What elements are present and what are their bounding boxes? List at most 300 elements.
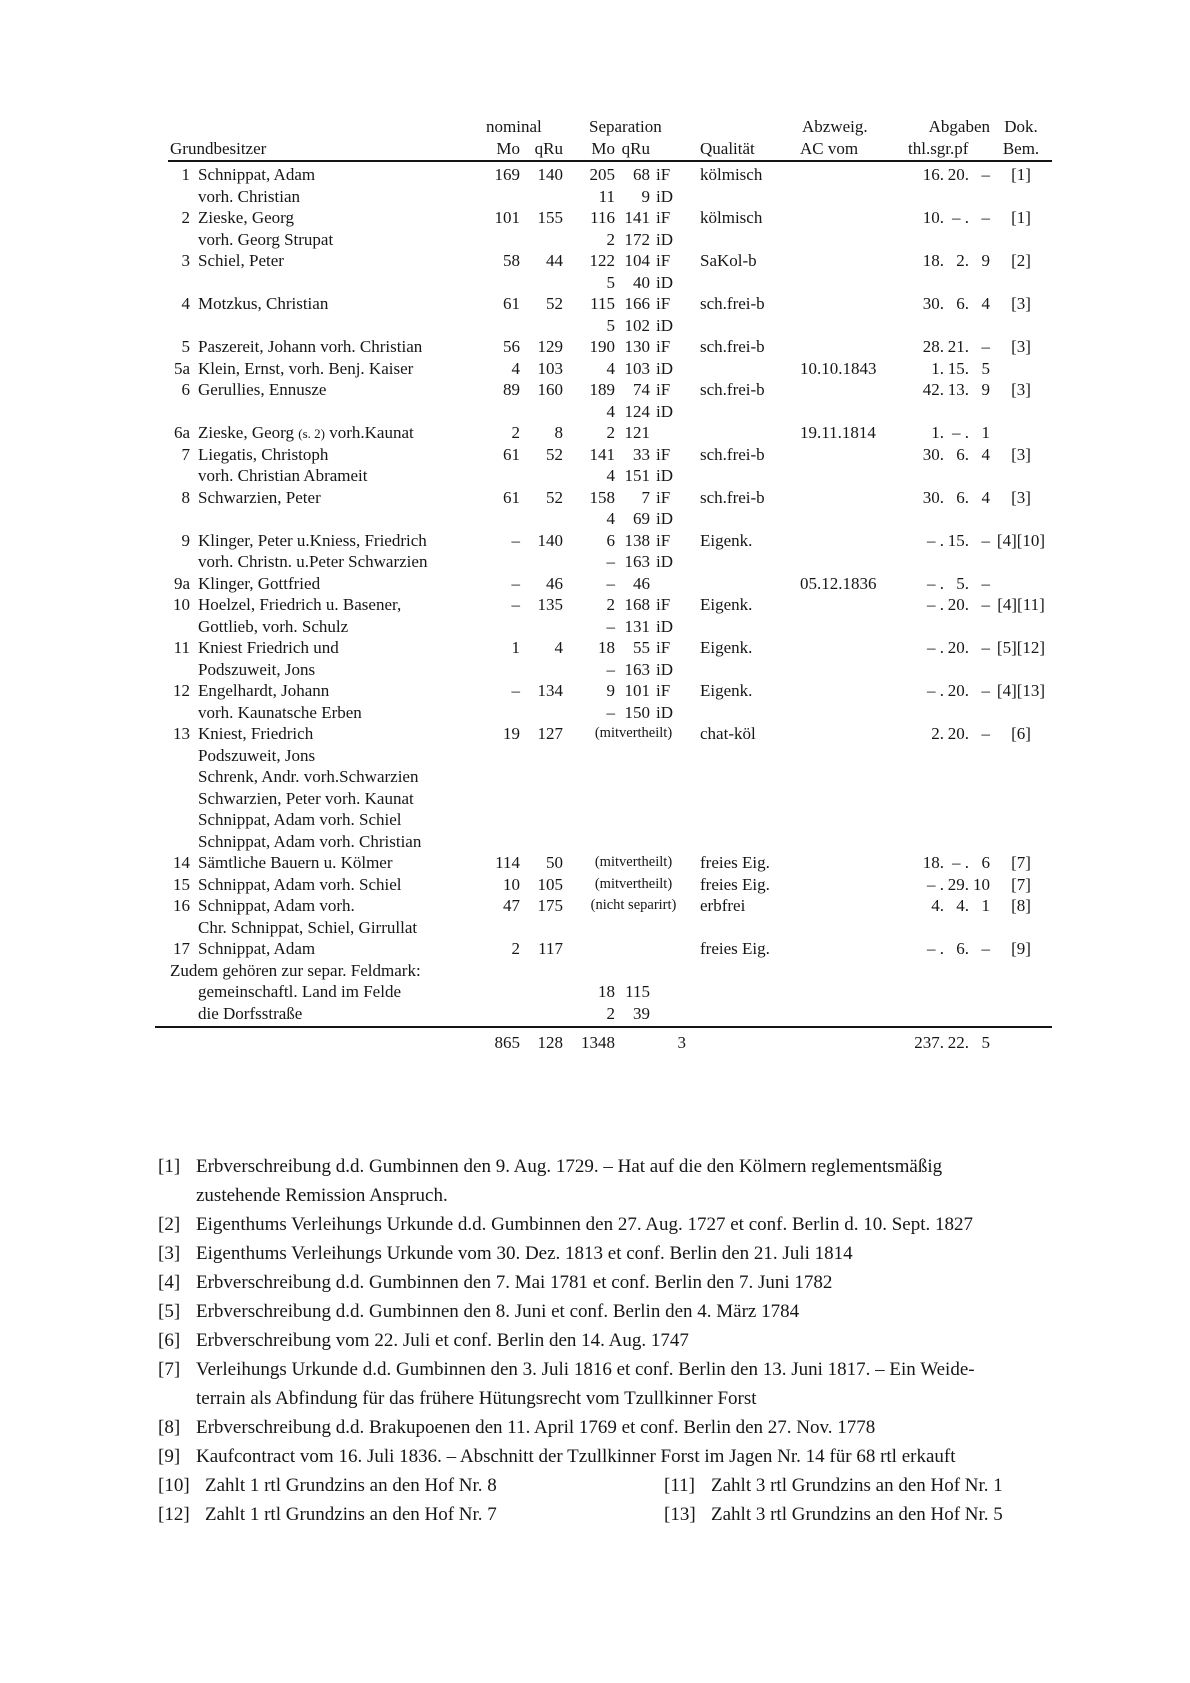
table-row-line <box>160 809 1052 831</box>
footnote-row <box>158 1268 1108 1297</box>
table-row-line <box>160 250 1052 272</box>
cell-row-number: 9a <box>173 573 190 593</box>
cell-abgaben-sgr <box>944 186 969 208</box>
cell-abgaben-pf: 1 <box>981 896 990 915</box>
cell-nominal-mo: 56 <box>503 337 520 356</box>
cell-nominal-qru: 127 <box>537 724 563 743</box>
cell-separation-suffix <box>650 573 686 595</box>
cell-ac-vom-date <box>790 723 900 745</box>
cell-abgaben-thl: 1. <box>931 423 944 442</box>
cell-nominal-qru: 140 <box>537 530 563 550</box>
cell-nominal-qru <box>520 766 563 788</box>
cell-owner-name <box>190 401 475 423</box>
cell-nominal-mo: 61 <box>503 294 520 313</box>
cell-abgaben-sgr: – . <box>952 423 969 442</box>
cell-ac-vom-date <box>790 336 900 358</box>
cell-nominal-qru: 140 <box>537 165 563 184</box>
header-abgaben: Abgaben <box>928 117 990 136</box>
cell-owner-name <box>190 272 475 294</box>
cell-owner-name <box>190 315 475 337</box>
cell-separation-suffix: iF <box>656 530 671 550</box>
header-bem: Bem. <box>1002 138 1040 158</box>
cell-separation-suffix: iD <box>656 401 673 421</box>
cell-ac-vom-date <box>790 616 900 638</box>
cell-nominal-mo: 58 <box>503 251 520 270</box>
cell-row-number <box>160 508 190 530</box>
table-row-line <box>160 1003 1052 1025</box>
cell-nominal-mo: 2 <box>511 939 520 958</box>
cell-separation-qru: 69 <box>633 509 650 528</box>
cell-ac-vom-date: 10.10.1843 <box>800 358 877 378</box>
cell-owner-name: Chr. Schnippat, Schiel, Girrullat <box>198 917 418 937</box>
table-row-line <box>160 229 1052 251</box>
cell-abgaben-pf <box>969 809 990 831</box>
cell-ac-vom-date <box>790 809 900 831</box>
table-row-line <box>160 917 1052 939</box>
cell-dok-bem <box>990 702 1052 724</box>
footnote-label: [1] <box>158 1156 181 1177</box>
cell-nominal-mo: – <box>511 595 520 614</box>
cell-separation-suffix: iF <box>656 638 671 657</box>
cell-abgaben-thl <box>900 917 944 939</box>
cell-row-number: 11 <box>173 638 190 657</box>
cell-dok-bem <box>990 401 1052 423</box>
cell-owner-name: Schnippat, Adam <box>198 165 316 184</box>
table-header-row2 <box>160 138 1052 160</box>
cell-abgaben-sgr <box>944 616 969 638</box>
cell-separation-qru: 166 <box>624 294 650 313</box>
cell-nominal-qru: 52 <box>546 444 563 464</box>
cell-dok-bem <box>990 551 1052 573</box>
section-note: Zudem gehören zur separ. Feldmark: <box>170 960 421 980</box>
table-row-line <box>160 895 1052 917</box>
cell-ac-vom-date <box>790 788 900 810</box>
cell-separation-suffix <box>650 766 686 788</box>
cell-separation-mo <box>563 938 615 960</box>
cell-ac-vom-date <box>790 444 900 466</box>
cell-nominal-qru <box>520 315 563 337</box>
cell-owner-name: vorh. Christian <box>198 186 300 206</box>
cell-abgaben-sgr <box>944 508 969 530</box>
cell-abgaben-pf: – <box>981 208 990 227</box>
cell-separation-suffix <box>650 981 686 1003</box>
cell-owner-name: Zieske, Georg (s. 2) vorh.Kaunat <box>198 423 414 442</box>
cell-separation-suffix: iF <box>656 380 671 399</box>
cell-abgaben-pf <box>969 766 990 788</box>
cell-abgaben-pf <box>969 659 990 681</box>
cell-dok-bem: [9] <box>1011 939 1031 958</box>
cell-nominal-qru: 134 <box>537 681 563 700</box>
cell-abgaben-pf: – <box>981 165 990 184</box>
cell-nominal-mo <box>475 616 520 638</box>
cell-ac-vom-date <box>790 895 900 917</box>
cell-dok-bem: [4][13] <box>996 681 1046 700</box>
footnote-text <box>196 1326 1108 1355</box>
cell-separation-mo: 2 <box>606 229 615 249</box>
cell-qualitaet <box>686 229 790 251</box>
cell-abgaben-pf <box>969 465 990 487</box>
cell-owner-name: gemeinschaftl. Land im Felde <box>198 982 401 1001</box>
cell-nominal-qru <box>520 831 563 853</box>
cell-abgaben-sgr <box>944 745 969 767</box>
cell-row-number: 6 <box>181 380 190 399</box>
cell-row-number <box>160 831 190 853</box>
cell-nominal-mo <box>475 551 520 573</box>
cell-ac-vom-date <box>790 1003 900 1025</box>
cell-separation-suffix: iF <box>656 251 671 270</box>
cell-separation-qru: 103 <box>624 358 650 378</box>
cell-row-number <box>160 186 190 208</box>
cell-separation-qru: 46 <box>633 573 650 593</box>
cell-ac-vom-date <box>790 1032 900 1060</box>
cell-row-number <box>160 917 190 939</box>
cell-separation-mo: 4 <box>606 401 615 421</box>
cell-dok-bem <box>990 616 1052 638</box>
cell-separation-mo: 2 <box>606 423 615 442</box>
cell-abgaben-thl: 30. <box>922 487 944 507</box>
cell-separation-suffix: iF <box>656 487 671 507</box>
cell-abgaben-thl: 16. <box>922 165 944 184</box>
cell-abgaben-sgr <box>944 831 969 853</box>
cell-separation-qru <box>615 809 650 831</box>
cell-separation-mo: – <box>606 702 615 722</box>
cell-separation-qru: 9 <box>641 186 650 206</box>
cell-abgaben-thl <box>900 508 944 530</box>
footnote-label: [12] <box>158 1504 190 1525</box>
cell-abgaben-pf <box>969 186 990 208</box>
cell-owner-name: Podszuweit, Jons <box>198 745 316 765</box>
cell-ac-vom-date <box>790 207 900 229</box>
cell-dok-bem <box>990 272 1052 294</box>
cell-separation-suffix: iD <box>656 616 673 636</box>
cell-qualitaet <box>686 788 790 810</box>
cell-dok-bem: [1] <box>1011 208 1031 227</box>
cell-ac-vom-date <box>790 465 900 487</box>
footnote-label: [8] <box>158 1417 181 1438</box>
cell-abgaben-thl: 1. <box>931 358 944 378</box>
table-row-line <box>160 379 1052 401</box>
cell-qualitaet: sch.frei-b <box>700 337 765 356</box>
cell-abgaben-thl <box>900 659 944 681</box>
footnote-label: [11] <box>664 1475 695 1496</box>
cell-abgaben-pf: – <box>981 337 990 356</box>
cell-abgaben-thl: 30. <box>922 444 944 464</box>
cell-row-number: 13 <box>173 724 190 743</box>
cell-ac-vom-date <box>790 874 900 896</box>
cell-owner-name: Schrenk, Andr. vorh.Schwarzien <box>198 767 419 786</box>
cell-owner-name: Klein, Ernst, vorh. Benj. Kaiser <box>198 358 414 378</box>
cell-qualitaet: Eigenk. <box>700 595 753 614</box>
cell-separation-mo: 2 <box>606 595 615 614</box>
footnote-label: [7] <box>158 1359 181 1380</box>
cell-abgaben-sgr: 29. <box>947 874 969 894</box>
cell-row-number: 9 <box>181 530 190 550</box>
cell-row-number <box>160 465 190 487</box>
cell-dok-bem: [1] <box>1011 165 1031 184</box>
footnote-text-line: Erbverschreibung d.d. Gumbinnen den 9. Aug. 1729. – Hat auf die den Kölmern reglementsmäßig <box>196 1156 943 1177</box>
cell-qualitaet <box>686 551 790 573</box>
cell-row-number: 14 <box>173 853 190 872</box>
cell-separation-suffix <box>650 788 686 810</box>
header-spacer <box>650 138 686 160</box>
cell-separation-qru <box>615 831 650 853</box>
cell-qualitaet: sch.frei-b <box>700 444 765 464</box>
cell-abgaben-thl <box>900 1003 944 1025</box>
cell-row-number <box>160 272 190 294</box>
cell-separation-suffix: iF <box>656 444 671 464</box>
cell-abgaben-thl <box>900 401 944 423</box>
cell-abgaben-pf <box>969 831 990 853</box>
cell-nominal-qru: 8 <box>554 423 563 442</box>
footnote-pair-row <box>158 1471 1108 1500</box>
cell-abgaben-pf <box>969 702 990 724</box>
cell-qualitaet <box>686 745 790 767</box>
table-row-line <box>160 594 1052 616</box>
cell-nominal-mo: 61 <box>503 487 520 507</box>
cell-separation-mo: 4 <box>606 358 615 378</box>
cell-nominal-qru <box>520 272 563 294</box>
cell-abgaben-sgr: 20. <box>947 724 969 743</box>
total-separation-mo: 1348 <box>581 1033 615 1052</box>
cell-separation-qru: 115 <box>625 982 650 1001</box>
cell-abgaben-sgr: 5. <box>956 573 969 593</box>
cell-abgaben-thl: 18. <box>922 251 944 270</box>
cell-owner-name: Gottlieb, vorh. Schulz <box>198 616 349 636</box>
table-row-line <box>160 164 1052 186</box>
table-row-line <box>160 852 1052 874</box>
cell-dok-bem: [3] <box>1011 294 1031 313</box>
cell-abgaben-thl <box>900 981 944 1003</box>
cell-nominal-mo <box>475 702 520 724</box>
cell-owner-name: Schnippat, Adam vorh. Schiel <box>198 810 402 829</box>
cell-ac-vom-date <box>790 186 900 208</box>
footnote-column <box>158 1500 664 1529</box>
cell-separation-suffix: iD <box>656 272 673 292</box>
cell-dok-bem: [3] <box>1011 444 1031 464</box>
cell-ac-vom-date <box>790 702 900 724</box>
cell-nominal-mo: 1 <box>511 638 520 657</box>
table-row-line <box>160 874 1052 896</box>
cell-nominal-mo <box>475 1003 520 1025</box>
cell-nominal-mo <box>475 809 520 831</box>
cell-ac-vom-date <box>790 401 900 423</box>
footnote-text: Zahlt 1 rtl Grundzins an den Hof Nr. 7 <box>205 1504 497 1525</box>
cell-owner-name: Sämtliche Bauern u. Kölmer <box>198 853 393 872</box>
cell-separation-mo <box>563 917 615 939</box>
cell-ac-vom-date <box>790 594 900 616</box>
cell-abgaben-sgr <box>944 229 969 251</box>
cell-separation-mo: 189 <box>589 380 615 399</box>
table-row-line <box>160 336 1052 358</box>
total-abgaben-pf: 5 <box>981 1033 990 1052</box>
footnote-text-line: Eigenthums Verleihungs Urkunde vom 30. Dez. 1813 et conf. Berlin den 21. Juli 1814 <box>196 1243 853 1264</box>
cell-nominal-qru <box>520 702 563 724</box>
cell-owner-name: Schnippat, Adam <box>198 939 316 958</box>
cell-abgaben-sgr <box>944 1003 969 1025</box>
cell-separation-mo: 4 <box>606 466 615 485</box>
cell-abgaben-sgr: 13. <box>947 380 969 399</box>
cell-dok-bem <box>990 229 1052 251</box>
cell-qualitaet <box>686 508 790 530</box>
cell-nominal-mo: 2 <box>511 423 520 442</box>
footnote-text <box>196 1413 1108 1442</box>
cell-owner-name: Gerullies, Ennusze <box>198 380 327 399</box>
footnote-text-line: Kaufcontract vom 16. Juli 1836. – Abschnitt der Tzullkinner Forst im Jagen Nr. 14 für 68 rtl erkauft <box>196 1446 956 1467</box>
table-row-line <box>160 831 1052 853</box>
cell-nominal-mo: – <box>511 530 520 550</box>
cell-row-number: 5 <box>181 337 190 356</box>
cell-owner-name: Schiel, Peter <box>198 251 284 270</box>
cell-abgaben-sgr: 6. <box>956 487 969 507</box>
cell-nominal-mo: 19 <box>503 724 520 743</box>
cell-dok-bem <box>990 465 1052 487</box>
cell-abgaben-thl <box>900 272 944 294</box>
cell-abgaben-thl <box>900 788 944 810</box>
footnote-label: [9] <box>158 1446 181 1467</box>
cell-row-number: 8 <box>181 487 190 507</box>
table-row-line <box>160 186 1052 208</box>
footnote-text <box>196 1442 1108 1471</box>
cell-abgaben-pf <box>969 788 990 810</box>
cell-separation-mo: 6 <box>606 530 615 550</box>
cell-abgaben-pf: 5 <box>981 358 990 378</box>
cell-separation-qru: 138 <box>624 530 650 550</box>
total-nominal-qru: 128 <box>537 1033 563 1052</box>
cell-separation-mo: – <box>606 573 615 593</box>
cell-dok-bem <box>990 358 1052 380</box>
cell-abgaben-sgr: 2. <box>956 251 969 270</box>
cell-nominal-qru: 46 <box>546 573 563 593</box>
footnote-text <box>196 1152 1108 1210</box>
cell-separation-mo: 122 <box>589 251 615 270</box>
cell-dok-bem: [3] <box>1011 337 1031 356</box>
cell-nominal-mo: 169 <box>494 165 520 184</box>
cell-separation-mo: 115 <box>590 294 615 313</box>
cell-owner-name <box>190 508 475 530</box>
cell-qualitaet <box>686 831 790 853</box>
footnote-row <box>158 1210 1108 1239</box>
cell-separation-suffix: iD <box>656 229 673 249</box>
table-row-line <box>160 293 1052 315</box>
cell-separation-suffix: iD <box>656 659 673 679</box>
cell-abgaben-sgr <box>944 315 969 337</box>
cell-abgaben-thl: – . <box>927 595 944 614</box>
header-qualitaet: Qualität <box>700 138 755 158</box>
cell-separation-qru <box>615 917 650 939</box>
cell-ac-vom-date <box>790 637 900 659</box>
cell-ac-vom-date <box>790 272 900 294</box>
cell-nominal-qru <box>520 745 563 767</box>
cell-abgaben-pf: 9 <box>981 380 990 399</box>
footnote-label: [4] <box>158 1272 181 1293</box>
cell-separation-mo: – <box>606 659 615 679</box>
cell-row-number: 16 <box>173 896 190 915</box>
footnote-label: [13] <box>664 1504 696 1525</box>
cell-abgaben-sgr <box>944 917 969 939</box>
cell-dok-bem <box>990 659 1052 681</box>
cell-abgaben-pf: – <box>981 573 990 593</box>
cell-separation-suffix: iD <box>656 315 673 335</box>
cell-owner-name: Schnippat, Adam vorh. Christian <box>198 831 422 851</box>
table-row-line <box>160 487 1052 509</box>
cell-qualitaet <box>686 315 790 337</box>
cell-separation-suffix <box>650 917 686 939</box>
cell-separation-suffix: iF <box>656 595 671 614</box>
cell-row-number: 7 <box>181 444 190 464</box>
cell-qualitaet <box>686 1003 790 1025</box>
cell-qualitaet: sch.frei-b <box>700 487 765 507</box>
header-thl-sgr-pf: thl.sgr.pf <box>908 138 969 158</box>
cell-row-number <box>160 1003 190 1025</box>
cell-ac-vom-date <box>790 530 900 552</box>
cell-separation-note: (mitvertheilt) <box>594 725 673 741</box>
cell-dok-bem: [5][12] <box>996 638 1046 657</box>
cell-row-number <box>160 1032 190 1060</box>
cell-separation-note: (mitvertheilt) <box>594 875 673 892</box>
cell-abgaben-pf: – <box>981 724 990 743</box>
cell-nominal-qru: 4 <box>554 638 563 657</box>
cell-abgaben-thl <box>900 465 944 487</box>
footnote-text <box>196 1297 1108 1326</box>
cell-row-number: 4 <box>181 294 190 313</box>
footnote-text <box>196 1239 1108 1268</box>
footnote-label: [6] <box>158 1330 181 1351</box>
footnote-text-line: Verleihungs Urkunde d.d. Gumbinnen den 3. Juli 1816 et conf. Berlin den 13. Juni 1817. – Ein Weide- <box>196 1359 975 1380</box>
cell-separation-mo: 205 <box>589 165 615 184</box>
cell-separation-mo: 5 <box>606 315 615 335</box>
cell-nominal-qru: 155 <box>537 208 563 227</box>
cell-nominal-qru <box>520 508 563 530</box>
cell-abgaben-thl <box>900 766 944 788</box>
cell-nominal-mo: 4 <box>511 358 520 378</box>
footnote-column <box>158 1471 664 1500</box>
cell-qualitaet <box>686 401 790 423</box>
cell-qualitaet: SaKol-b <box>700 251 757 270</box>
cell-qualitaet: Eigenk. <box>700 681 753 700</box>
cell-qualitaet <box>686 358 790 380</box>
cell-row-number: 12 <box>173 681 190 700</box>
cell-row-number: 6a <box>173 423 190 442</box>
table-row-line <box>160 680 1052 702</box>
table-row-line <box>160 616 1052 638</box>
cell-abgaben-thl <box>900 186 944 208</box>
cell-separation-suffix <box>650 938 686 960</box>
footnote-column <box>664 1500 1003 1529</box>
cell-nominal-mo <box>475 917 520 939</box>
cell-abgaben-thl: – . <box>927 573 944 593</box>
footnote-label: [10] <box>158 1475 190 1496</box>
cell-ac-vom-date <box>790 164 900 186</box>
cell-qualitaet <box>686 809 790 831</box>
cell-separation-suffix <box>650 831 686 853</box>
cell-abgaben-sgr: 4. <box>956 896 969 915</box>
cell-abgaben-thl: 18. <box>922 853 944 872</box>
cell-abgaben-sgr <box>944 401 969 423</box>
cell-nominal-qru: 129 <box>537 337 563 356</box>
cell-dok-bem: [3] <box>1011 487 1031 507</box>
cell-abgaben-thl: 30. <box>922 294 944 313</box>
header-separation: Separation <box>589 117 662 136</box>
cell-abgaben-pf <box>969 229 990 251</box>
cell-abgaben-sgr: 6. <box>956 939 969 958</box>
table-row-line <box>160 766 1052 788</box>
cell-abgaben-thl <box>900 745 944 767</box>
cell-qualitaet: kölmisch <box>700 208 763 227</box>
cell-separation-qru: 150 <box>624 702 650 722</box>
cell-owner-name: Schnippat, Adam vorh. Schiel <box>198 874 402 894</box>
cell-abgaben-thl: 4. <box>931 896 944 915</box>
cell-owner-name: Motzkus, Christian <box>198 294 329 313</box>
